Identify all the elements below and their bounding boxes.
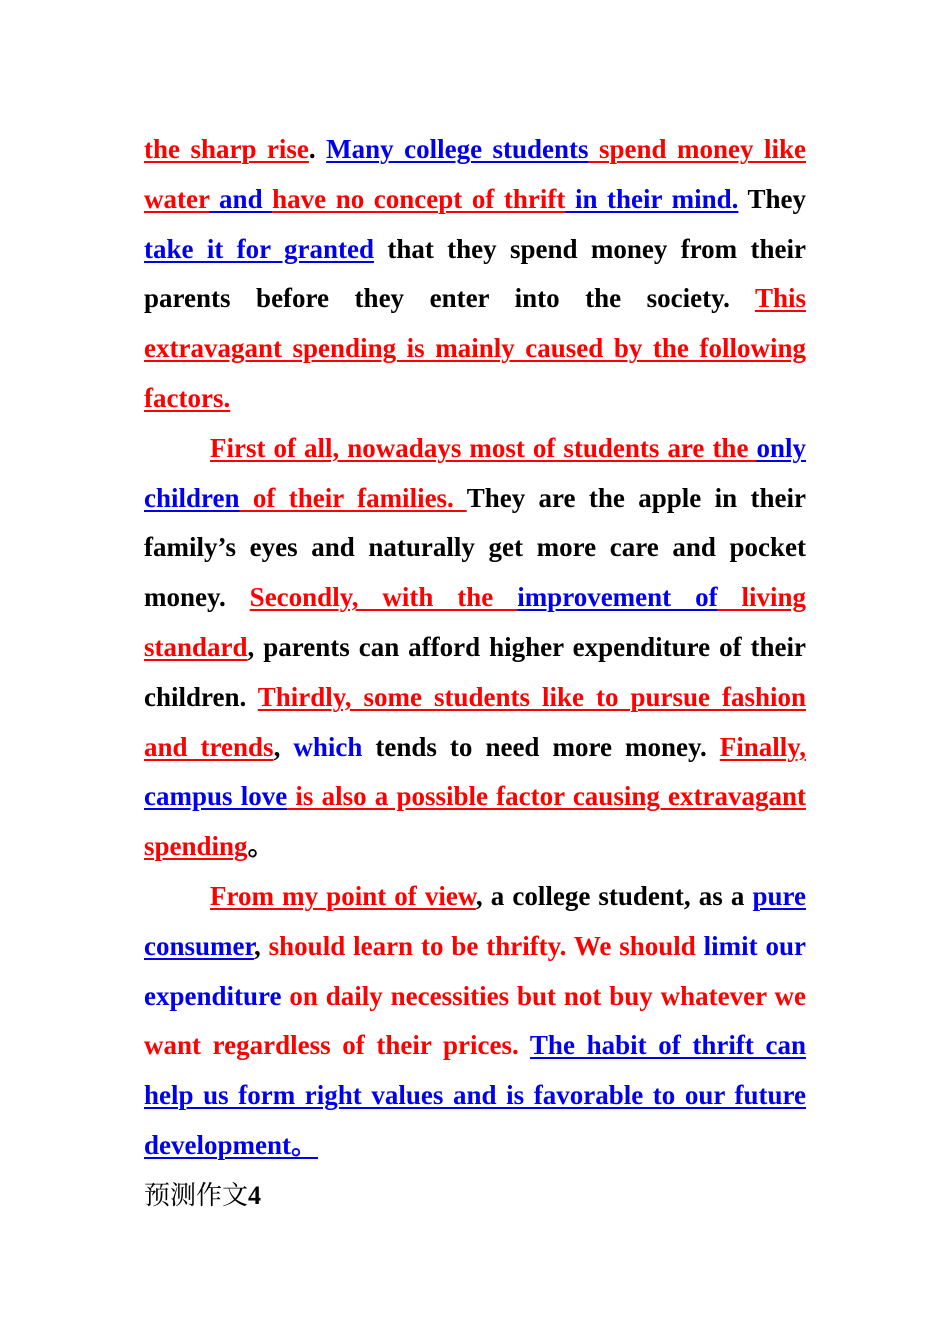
text-span: , (254, 930, 269, 961)
phrase-from-my-point-of-view: From my point of view (210, 880, 476, 911)
word-which: which (293, 731, 363, 762)
document-page (144, 125, 806, 1222)
phrase-of-their-families: of their families. (239, 482, 467, 513)
text-span: 。 (290, 1129, 318, 1160)
phrase-learn-to-be-thrifty: should learn to be thrifty. We should (268, 930, 704, 961)
phrase-extravagant-spending-factors: This extravagant spending is mainly caused by the following factors. (144, 283, 806, 413)
phrase-habit-of-thrift: The habit of thrift can help us form right values and is favorable to our future development (144, 1030, 806, 1160)
text-span: , (273, 731, 294, 762)
phrase-many-college-students: Many college students (326, 134, 589, 164)
phrase-pure-consumer: pure consumer (144, 880, 806, 961)
heading-label: 预测作文 (144, 1180, 249, 1211)
phrase-take-it-for-granted: take it for granted (144, 233, 374, 264)
text-span: , parents can afford higher expenditure of their children. (144, 631, 806, 712)
text-span: , a college student, as a (475, 880, 753, 911)
text-span: tends to need more money. (362, 731, 720, 762)
text-span: They are the apple in their family’s eyes and naturally get more care and pocket money. (144, 482, 806, 613)
paragraph-causes-intro (144, 125, 806, 424)
paragraph-reasons (144, 424, 806, 872)
section-heading (144, 1171, 806, 1222)
phrase-secondly: Secondly, with the (249, 582, 518, 613)
phrase-in-their-mind: in their mind. (565, 183, 739, 214)
phrase-campus-love: campus love (144, 781, 288, 812)
paragraph-conclusion (144, 872, 806, 1171)
phrase-sharp-rise: the sharp rise (144, 134, 309, 164)
phrase-limit-our-expenditure: limit our expenditure (144, 930, 807, 1011)
phrase-and: and (209, 183, 273, 214)
phrase-possible-factor: is also a possible factor causing extravagant spending (144, 781, 806, 862)
heading-number: 4 (248, 1180, 262, 1210)
phrase-finally: Finally, (719, 731, 807, 762)
text-span: . (308, 134, 327, 164)
phrase-daily-necessities: on daily necessities but not buy whatever we want regardless of their prices. (144, 980, 806, 1061)
phrase-living-standard: living standard (144, 582, 806, 662)
text-span: 。 (247, 831, 275, 862)
text-span: that they spend money from their parents before they enter into the society. (144, 233, 806, 314)
phrase-improvement-of: improvement of (517, 582, 718, 613)
phrase-first-of-all: First of all, nowadays most of students are the (210, 432, 757, 463)
phrase-only-children: only children (144, 432, 806, 513)
phrase-thirdly: Thirdly, some students like to pursue fashion and trends (144, 681, 806, 762)
phrase-no-concept-of-thrift: have no concept of thrift (272, 183, 566, 214)
text-span: They (738, 183, 806, 214)
phrase-spend-money-like-water: spend money like water (144, 134, 806, 214)
